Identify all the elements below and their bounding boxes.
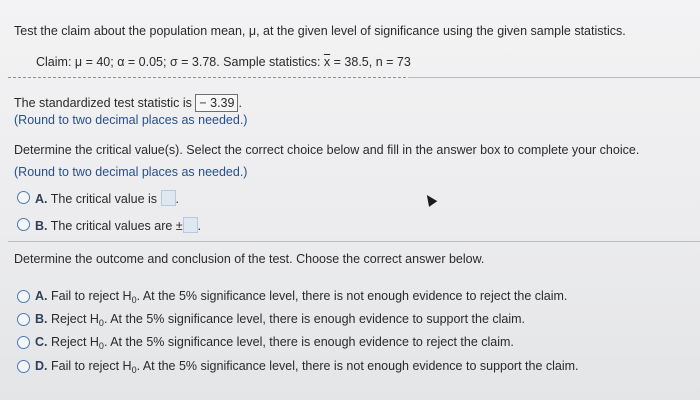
option-dot: . [175,192,180,206]
test-statistic-label: The standardized test statistic is [14,96,192,110]
outcome-option-b[interactable] [35,312,525,326]
critical-values-input[interactable] [183,217,198,233]
option-letter: A. [35,192,48,206]
test-statistic-answer-box[interactable]: − 3.39 [195,94,238,112]
outcome-option-d-radio[interactable] [17,360,30,373]
outcome-option-b-radio[interactable] [17,313,30,326]
option-post: . At the 5% significance level, there is not enough evidence to support the claim. [136,359,579,373]
claim-line [36,55,411,69]
option-pre: Reject H [50,335,99,349]
option-post: . At the 5% significance level, there is not enough evidence to reject the claim. [136,289,568,303]
critical-value-input[interactable] [161,190,176,206]
option-text: The critical value is [50,192,158,206]
option-pre: Fail to reject H [50,359,132,373]
option-pre: Reject H [50,312,99,326]
xbar-symbol: $\overline{x}$ [323,55,331,69]
test-statistic-dot: . [238,96,242,110]
dashed-divider [8,77,408,78]
option-letter: B. [35,312,48,326]
critical-option-a-radio[interactable] [17,191,30,204]
rounding-hint-1: (Round to two decimal places as needed.) [14,113,248,127]
option-letter: B. [35,219,48,233]
rounding-hint-2: (Round to two decimal places as needed.) [14,165,248,179]
claim-tail: = 38.5, n = 73 [330,55,411,69]
mouse-pointer-icon [423,192,438,207]
option-subscript: 0 [98,318,104,328]
option-subscript: 0 [131,295,137,305]
option-post: . At the 5% significance level, there is enough evidence to support the claim. [103,312,526,326]
critical-option-a[interactable] [35,190,179,206]
critical-value-instruction: Determine the critical value(s). Select the correct choice below and fill in the answer box to complete your choice. [14,143,640,157]
outcome-option-a-radio[interactable] [17,290,30,303]
question-prompt: Test the claim about the population mean, μ, at the given level of significance using the given sample statistics. [14,24,626,38]
divider [408,77,700,78]
option-dot: . [197,219,202,233]
critical-option-b-radio[interactable] [17,218,30,231]
divider [8,241,700,242]
option-letter: A. [35,289,48,303]
claim-body: μ = 40; α = 0.05; σ = 3.78. Sample statistics: [74,55,324,69]
test-statistic-line [14,94,242,112]
claim-prefix: Claim: [36,55,75,69]
option-post: . At the 5% significance level, there is enough evidence to reject the claim. [103,335,514,349]
outcome-option-c[interactable] [35,335,514,349]
outcome-instruction: Determine the outcome and conclusion of the test. Choose the correct answer below. [14,252,485,266]
option-text: The critical values are ± [50,219,183,233]
critical-option-b[interactable] [35,217,201,233]
outcome-option-a[interactable] [35,289,567,303]
option-subscript: 0 [98,341,104,351]
outcome-option-d[interactable] [35,359,579,373]
option-letter: D. [35,359,48,373]
option-pre: Fail to reject H [50,289,132,303]
option-subscript: 0 [131,365,137,375]
outcome-option-c-radio[interactable] [17,336,30,349]
option-letter: C. [35,335,48,349]
